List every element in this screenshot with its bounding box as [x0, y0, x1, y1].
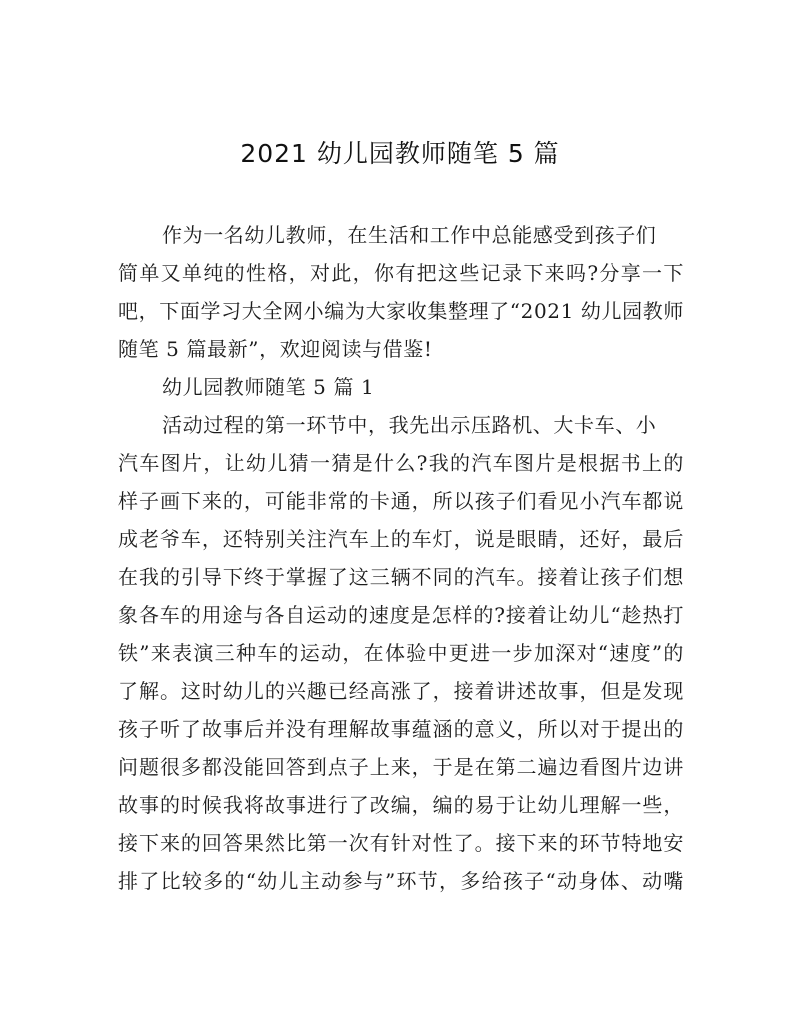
page-title: 2021 幼儿园教师随笔 5 篇 — [240, 139, 560, 168]
paragraph-line: 排了比较多的“幼儿主动参与”环节，多给孩子“动身体、动嘴 — [118, 869, 684, 893]
paragraph-line: 成老爷车，还特别关注汽车上的车灯，说是眼睛，还好，最后 — [118, 527, 684, 551]
paragraph-line: 在我的引导下终于掌握了这三辆不同的汽车。接着让孩子们想 — [118, 565, 684, 589]
paragraph-line: 汽车图片，让幼儿猜一猜是什么?我的汽车图片是根据书上的 — [118, 451, 684, 475]
paragraph-line: 随笔 5 篇最新”，欢迎阅读与借鉴! — [118, 337, 433, 361]
paragraph-line: 问题很多都没能回答到点子上来，于是在第二遍边看图片边讲 — [118, 755, 684, 779]
paragraph-line: 简单又单纯的性格，对此，你有把这些记录下来吗?分享一下 — [118, 261, 684, 285]
paragraph-line: 象各车的用途与各自运动的速度是怎样的?接着让幼儿“趁热打 — [118, 603, 684, 627]
paragraph-line: 铁”来表演三种车的运动，在体验中更进一步加深对“速度”的 — [118, 641, 684, 665]
paragraph-line: 接下来的回答果然比第一次有针对性了。接下来的环节特地安 — [118, 831, 684, 855]
paragraph-line: 孩子听了故事后并没有理解故事蕴涵的意义，所以对于提出的 — [118, 717, 684, 741]
paragraph-line: 活动过程的第一环节中，我先出示压路机、大卡车、小 — [162, 413, 657, 437]
paragraph-line: 样子画下来的，可能非常的卡通，所以孩子们看见小汽车都说 — [118, 489, 684, 513]
paragraph-line: 故事的时候我将故事进行了改编，编的易于让幼儿理解一些， — [118, 793, 684, 817]
paragraph-line: 吧，下面学习大全网小编为大家收集整理了“2021 幼儿园教师 — [118, 299, 684, 323]
section-heading: 幼儿园教师随笔 5 篇 1 — [162, 375, 375, 399]
paragraph-line: 了解。这时幼儿的兴趣已经高涨了，接着讲述故事，但是发现 — [118, 679, 684, 703]
paragraph-line: 作为一名幼儿教师，在生活和工作中总能感受到孩子们 — [162, 223, 657, 247]
